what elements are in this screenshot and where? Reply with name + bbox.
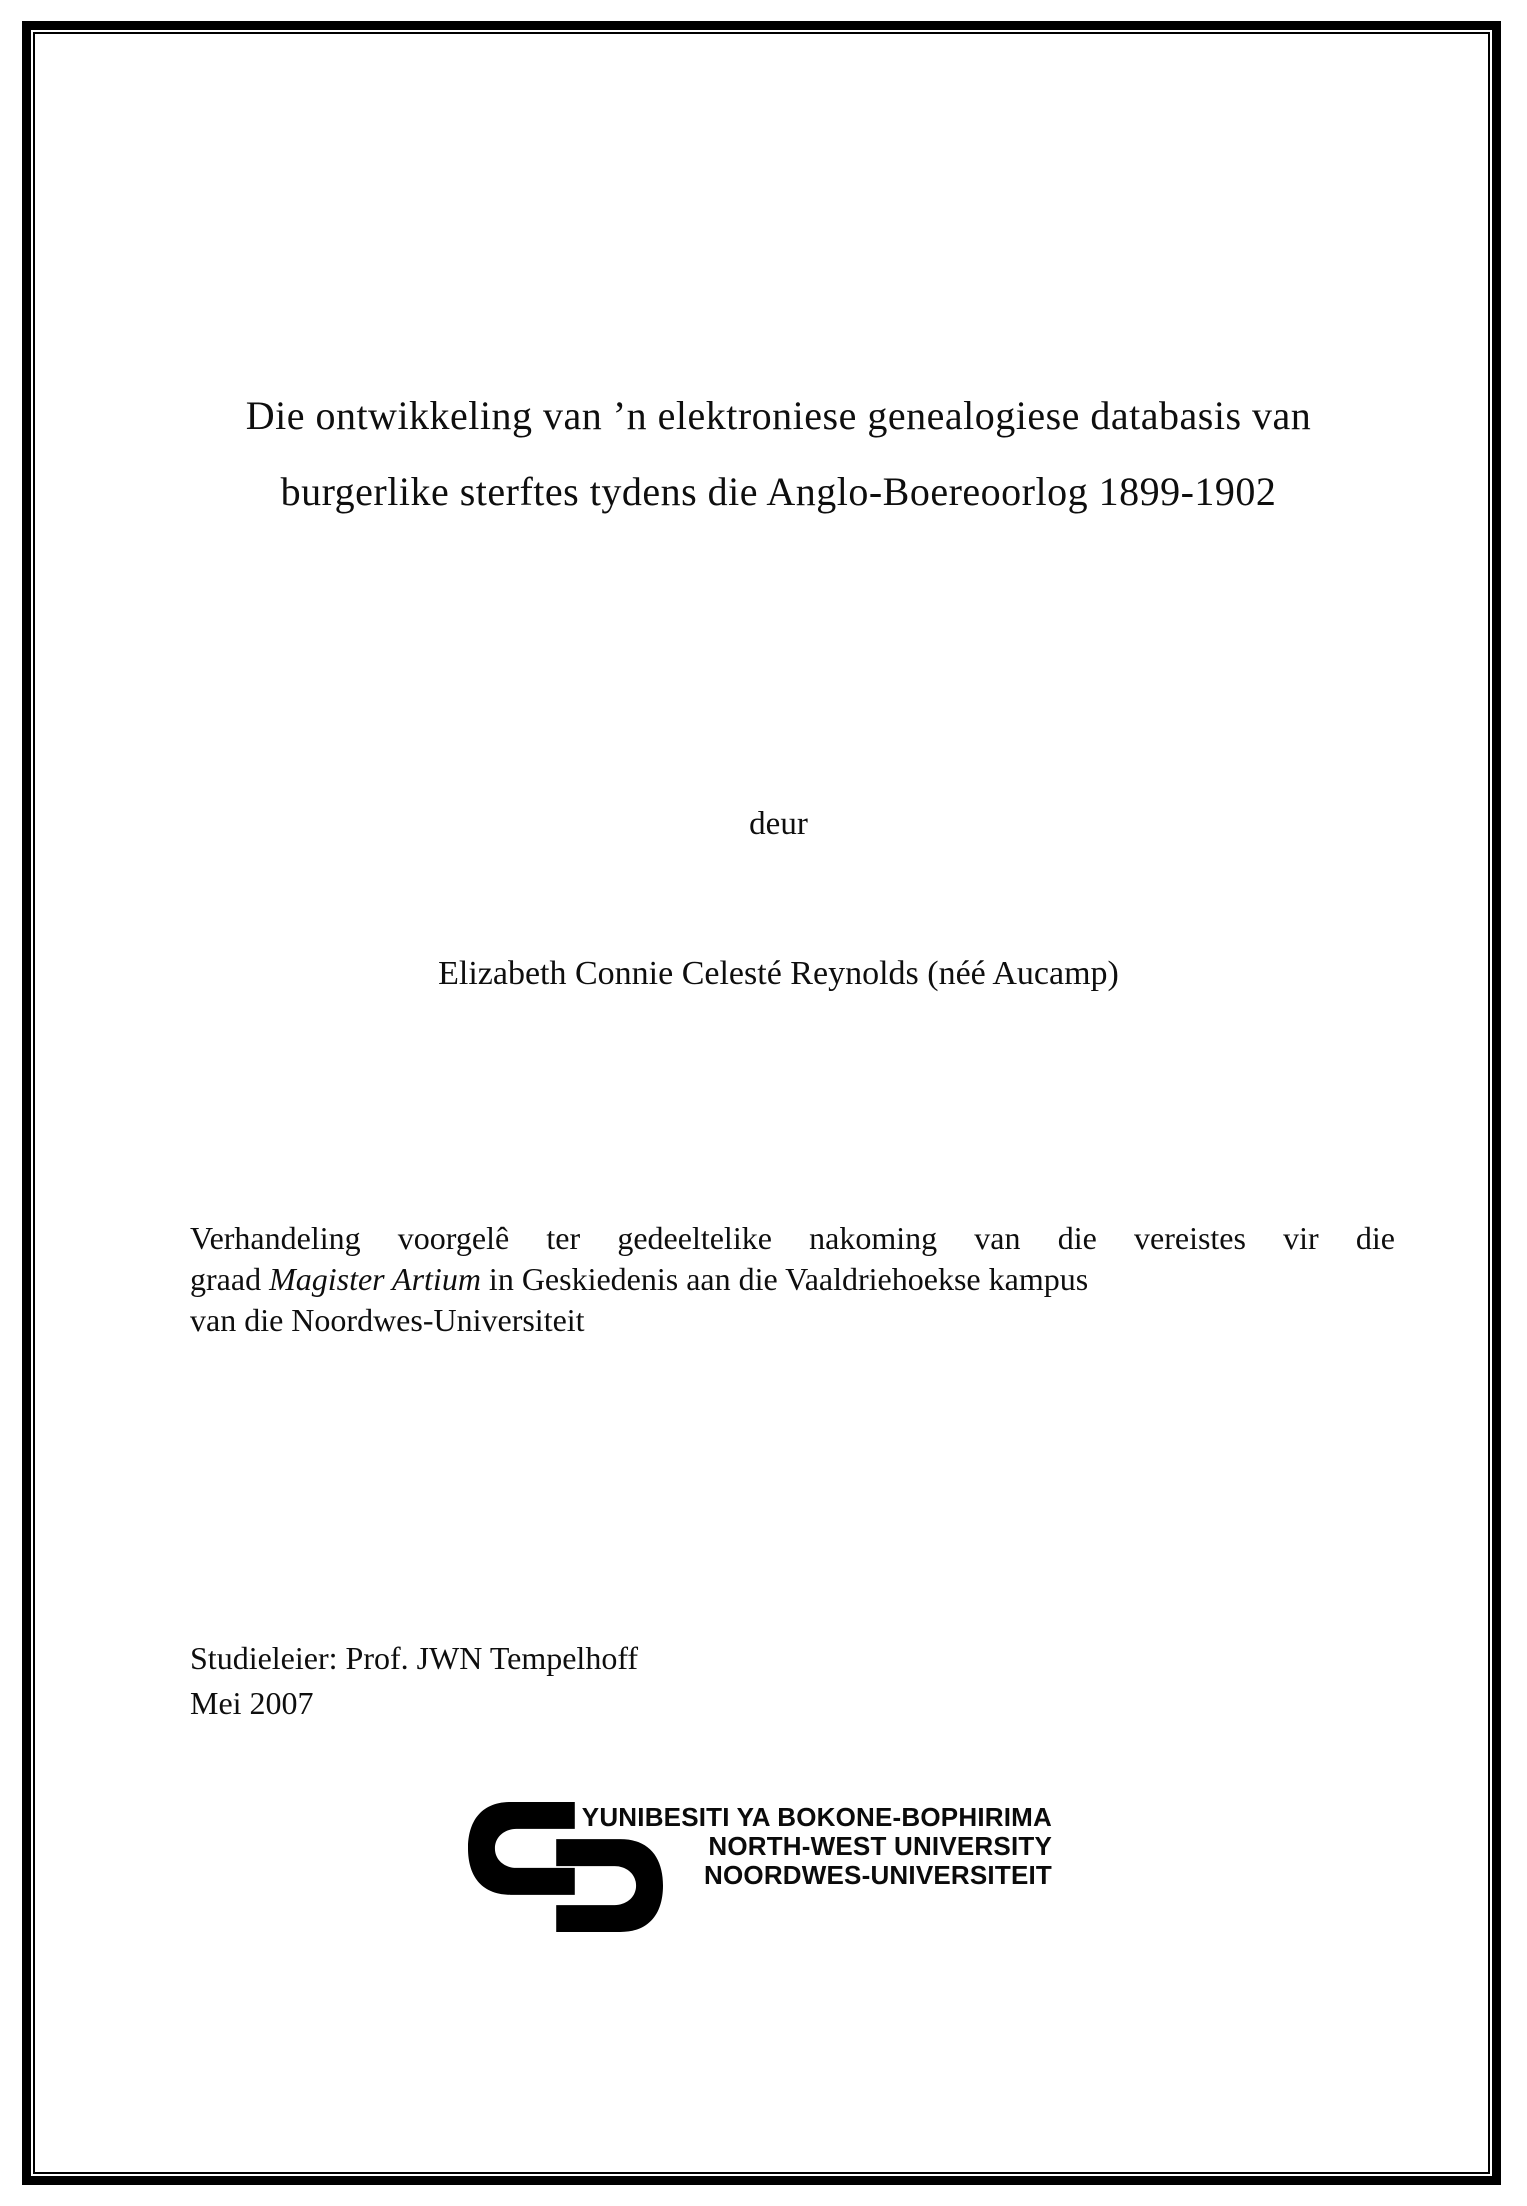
degree-statement-line1: Verhandeling voorgelê ter gedeeltelike nakoming van die vereistes vir die <box>190 1220 1395 1256</box>
date-line: Mei 2007 <box>190 1685 314 1721</box>
degree-statement-line2-suffix: in Geskiedenis aan die Vaaldriehoekse kampus <box>480 1261 1089 1297</box>
supervisor-block <box>190 1636 638 1726</box>
degree-statement-line2-prefix: graad <box>190 1261 270 1297</box>
thesis-title-line1: Die ontwikkeling van ’n elektroniese genealogiese databasis van <box>245 393 1312 438</box>
nwu-logo-text <box>582 1803 1052 1890</box>
degree-title: Magister Artium <box>269 1261 481 1297</box>
degree-statement-line3: van die Noordwes-Universiteit <box>190 1302 585 1338</box>
author-name: Elizabeth Connie Celesté Reynolds (néé Aucamp) <box>438 955 1119 992</box>
logo-line-afrikaans: NOORDWES-UNIVERSITEIT <box>704 1860 1052 1890</box>
logo-line-english: NORTH-WEST UNIVERSITY <box>708 1831 1052 1861</box>
logo-line-setswana: YUNIBESITI YA BOKONE-BOPHIRIMA <box>581 1802 1052 1832</box>
degree-statement-line2 <box>190 1259 1395 1300</box>
byline: deur <box>749 806 808 842</box>
supervisor-line: Studieleier: Prof. JWN Tempelhoff <box>190 1640 639 1676</box>
degree-statement <box>190 1218 1395 1341</box>
thesis-title-line2: burgerlike sterftes tydens die Anglo-Boereoorlog 1899-1902 <box>280 469 1277 514</box>
